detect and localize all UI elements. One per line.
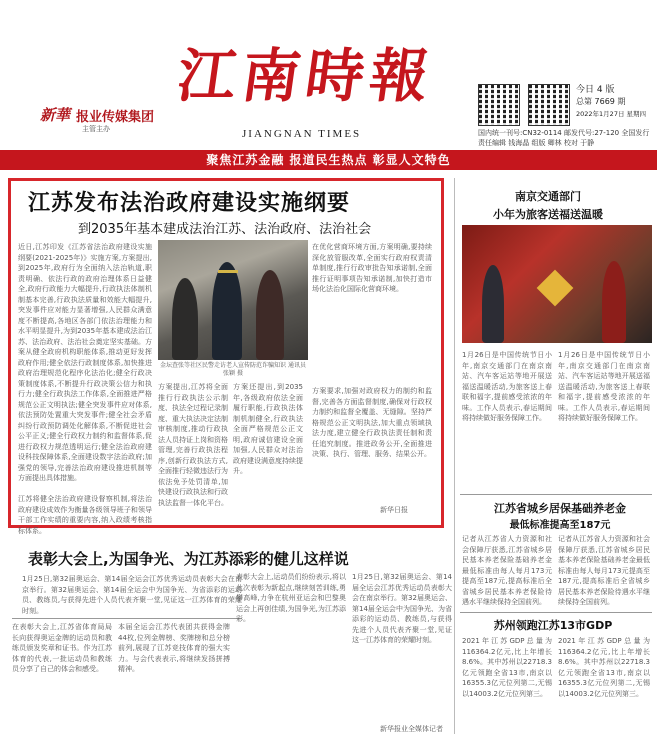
brand-name: 报业传媒集团	[76, 110, 155, 125]
lead-text-column: 在优化营商环境方面,方案明确,要持续深化放管服改革,全面实行政府权责清单制度,推行行政审批告知承诺制,全面推行证明事项告知承诺制,加快打造市场化法治化国际化营商环境。	[312, 243, 432, 293]
lead-byline: 新华日报	[380, 506, 408, 514]
slogan: 聚焦江苏金融 报道民生热点 彰显人文特色	[206, 153, 451, 167]
lead-subheadline: 到2035年基本建成法治江苏、法治政府、法治社会	[78, 222, 372, 237]
story2-byline: 新华报业全媒体记者	[380, 725, 443, 733]
publication-info	[478, 128, 656, 148]
lead-text-column: 江苏将健全法治政府建设督察机制,将法治政府建设成效作为衡量各级领导班子和领导干部工作实绩的重要内容,纳入政绩考核指标体系。	[18, 495, 152, 535]
newspaper-title: 江南時報	[173, 42, 439, 110]
publisher-logo	[40, 104, 180, 136]
story2-text-column: 表彰大会上,运动员们纷纷表示,将以此次表彰为新起点,继续刻苦训练,勇攀高峰,力争在杭州亚运会和巴黎奥运会上再创佳绩,为国争光,为江苏添彩。	[236, 573, 346, 623]
lead-photo	[158, 240, 308, 360]
divider	[460, 612, 652, 613]
column-divider	[454, 178, 455, 734]
issue-number: 总第 7669 期	[576, 97, 626, 106]
right-story1-headline2[interactable]: 小年为旅客送福送温暖	[493, 208, 603, 221]
lead-text-column: 方案还提出,到2035年,各级政府依法全面履行职能,行政执法体制机制健全,行政执法全面严格规范公正文明,政府诚信建设全面加强,人民群众对法治政府建设满意度持续提升。	[233, 383, 303, 475]
right-story3-text: 2021年江苏GDP总量为116364.2亿元,比上年增长8.6%。其中苏州以22718.3亿元领跑全省13市,南京以16355.3亿元位列第二,无锡以14003.2亿元位列第三。	[558, 637, 650, 698]
qr-code-icon[interactable]	[528, 84, 570, 126]
right-story3-text: 2021年江苏GDP总量为116364.2亿元,比上年增长8.6%。其中苏州以22718.3亿元领跑全省13市,南京以16355.3亿元位列第二,无锡以14003.2亿元位列第三。	[462, 637, 552, 698]
right-story1-text: 1月26日是中国传统节日小年,南京交通部门在南京南站、汽车客运站等地开展送福送温暖活动,为旅客送上春联和福字,提前感受浓浓的年味。工作人员表示,春运期间将持续做好服务保障工作。	[462, 351, 552, 422]
story2-text-column: 1月25日,第32届奥运会、第14届全运会江苏优秀运动员表彰大会在南京举行。第32届奥运会、第14届全运会中为国争光、为省添彩的运动员、教练员,与获得先进个人员代表齐聚一堂,见证这一江苏体育的荣耀时刻。	[352, 573, 452, 644]
story2-text-column: 本届全运会江苏代表团共获得金牌44枚,位列金牌榜、奖牌榜和总分榜前列,展现了江苏竞技体育的强大实力。与会代表表示,将继续发扬拼搏精神。	[118, 623, 230, 673]
qr-code-icon[interactable]	[478, 84, 520, 126]
brand-sub: 主管主办	[82, 125, 110, 133]
issue-info	[576, 84, 652, 124]
lead-text-column: 近日,江苏印发《江苏省法治政府建设实施纲要(2021-2025年)》实施方案,方案提出,到2025年,政府行为全面纳入法治轨道,职责明确、依法行政的政府治理体系日益健全,政府行政能力大幅提升,行政执法体制机制基本完善,行政执法质量和效能大幅提升,突发事件应对能力显著增强,人民群众满意度不断提高,各地区各部门依法治理能力和水平明显提升,为到2035年基本建成法治江苏、法治政府、法治社会奠定坚实基础。方案从健全政府机构职能体系,推动更好发挥政府作用;健全依法行政制度体系,加快推进政府治理规范化程序化法治化;健全行政决策制度体系,不断提升行政决策公信力和执行力;健全行政执法工作体系,全面推进严格规范公正文明执法;健全突发事件应对体系,依法预防处置重大突发事件;健全社会矛盾纠纷行政预防调处化解体系,不断促进社会公平正义;健全行政权力制约和监督体系,促进行政权力规范透明运行;健全法治政府建设科技保障体系,全面建设数字法治政府;加强党的领导,完善法治政府建设推进机制等方面提出具体措施。	[18, 243, 152, 482]
issue-date: 2022年1月27日 星期四	[576, 110, 647, 118]
right-story2-subheadline: 最低标准提高至187元	[509, 520, 611, 531]
story2-headline[interactable]: 表彰大会上,为国争光、为江苏添彩的健儿这样说	[28, 550, 349, 568]
pub-numbers: 国内统一刊号:CN32-0114 邮发代号:27-120 全国发行	[478, 129, 650, 137]
right-story2-headline[interactable]: 江苏省城乡居保基础养老金	[494, 502, 626, 515]
lead-photo-caption: 金坛查张等社区民警走访老人宣传防范诈骗知识 通讯员 张颖 摄	[160, 362, 306, 377]
right-story3-headline[interactable]: 苏州领跑江苏13市GDP	[493, 619, 613, 632]
right-story1-text: 1月26日是中国传统节日小年,南京交通部门在南京南站、汽车客运站等地开展送福送温暖活动,为旅客送上春联和福字,提前感受浓浓的年味。工作人员表示,春运期间将持续做好服务保障工作。	[558, 351, 650, 422]
right-story2-text: 记者从江苏省人力资源和社会保障厅获悉,江苏省城乡居民基本养老保险基础养老金最低标准由每人每月173元提高至187元,提高标准后全省城乡居民基本养老保险待遇水平继续保持全国前列。	[558, 535, 650, 606]
lead-text-column: 方案要求,加强对政府权力的制约和监督,完善各方面监督制度,确保对行政权力制约和监督全覆盖、无缝隙。坚持严格规范公正文明执法,加大重点领域执法力度,建立健全行政执法责任制和责任追究制度。推进政务公开,全面推进决策、执行、管理、服务、结果公开。	[312, 387, 432, 458]
editors-line: 责任编辑 钱海晶 组版 卿林 校对 于静	[478, 139, 595, 147]
newspaper-title-en: JIANGNAN TIMES	[242, 128, 362, 140]
right-story1-photo	[462, 225, 652, 343]
right-story2-text: 记者从江苏省人力资源和社会保障厅获悉,江苏省城乡居民基本养老保险基础养老金最低标准由每人每月173元提高至187元,提高标准后全省城乡居民基本养老保险待遇水平继续保持全国前列。	[462, 535, 552, 606]
lead-headline[interactable]: 江苏发布法治政府建设实施纲要	[28, 191, 351, 216]
divider	[12, 618, 242, 619]
lead-text-column: 方案提出,江苏将全面推行行政执法公示制度、执法全过程记录制度、重大执法决定法制审核制度,推动行政执法人员持证上岗和资格管理,完善行政执法程序,创新行政执法方式,全面推行轻微违法行为依法免予处罚清单,加快建设行政执法和行政执法监督一体化平台。	[158, 383, 228, 507]
brand-mark: 新華	[40, 106, 71, 124]
story2-lead-paragraph: 1月25日,第32届奥运会、第14届全运会江苏优秀运动员表彰大会在南京举行。第32届奥运会、第14届全运会中为国争光、为省添彩的运动员、教练员,与获得先进个人员代表齐聚一堂,见证这一江苏体育的荣耀时刻。	[22, 575, 242, 615]
story2-text-column: 在表彰大会上,江苏省体育局局长向获得奥运金牌的运动员和教练员颁发奖章和证书。作为江苏体育的代表,一批运动员和教练员分享了自己的体会和感受。	[12, 623, 112, 673]
issue-pages: 今日 4 版	[576, 85, 615, 95]
right-story1-headline[interactable]: 南京交通部门	[515, 190, 581, 203]
divider	[460, 494, 652, 495]
